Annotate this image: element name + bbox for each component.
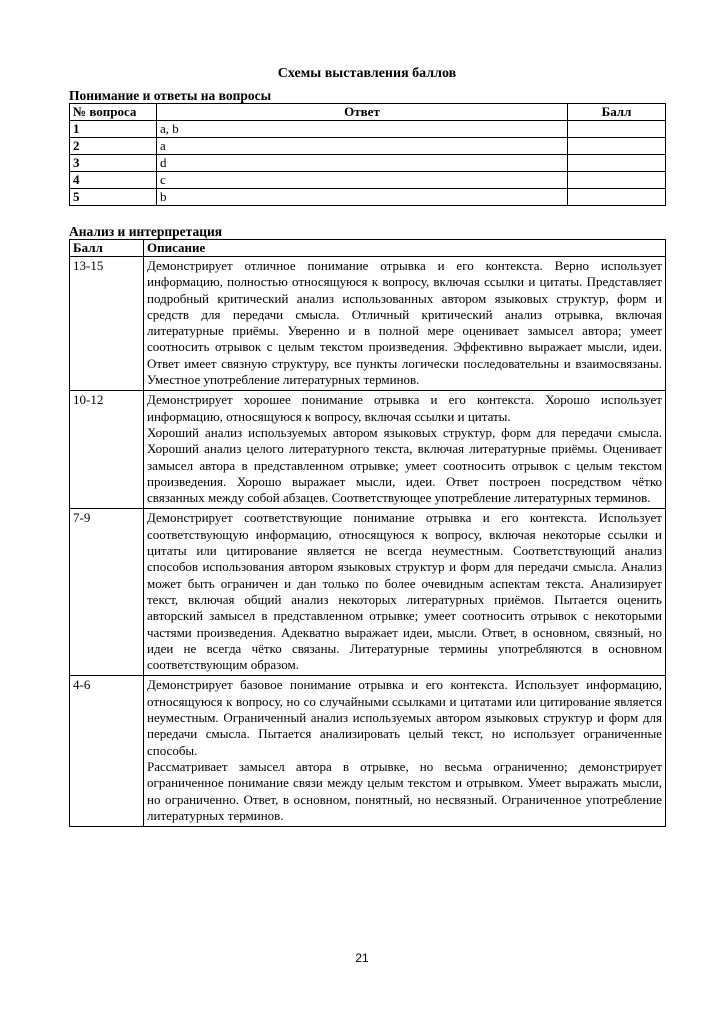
header-score: Балл <box>70 240 144 257</box>
header-description: Описание <box>144 240 666 257</box>
answer-cell: a, b <box>157 121 568 138</box>
score-cell <box>568 155 666 172</box>
header-score: Балл <box>568 104 666 121</box>
description-paragraph: Демонстрирует отличное понимание отрывка и его контекста. Верно использует информацию, полностью относящуюся к вопросу, включая ссылки и цитаты. Представляет подробный критический анализ использованных автором языковых структур, форм и средств для передачи смысла. Отличный критический анализ отрывка, включая литературные приёмы. Уверенно и в полной мере оценивает замысел автора; умеет соотносить отрывок с целым текстом произведения. Эффективно выражает мысли, идеи. Ответ имеет связную структуру, все пункты логически последовательны и взаимосвязаны. Уместное употребление литературных терминов. <box>147 258 662 388</box>
score-range: 10-12 <box>70 391 144 509</box>
answer-cell: d <box>157 155 568 172</box>
table-row <box>70 189 666 206</box>
question-number: 2 <box>70 138 157 155</box>
question-number: 4 <box>70 172 157 189</box>
score-range: 4-6 <box>70 676 144 827</box>
score-cell <box>568 138 666 155</box>
answer-cell: b <box>157 189 568 206</box>
score-range: 13-15 <box>70 257 144 391</box>
score-cell <box>568 172 666 189</box>
score-cell <box>568 189 666 206</box>
description-paragraph: Демонстрирует базовое понимание отрывка и его контекста. Использует информацию, относящуюся к вопросу, но со случайными ссылками и цитатами или цитирование является неуместным. Ограниченный анализ используемых автором языковых структур и форм для передачи смысла. Пытается анализировать целый текст, но использует ограниченные способы. <box>147 677 662 758</box>
section1-title: Понимание и ответы на вопросы <box>69 88 272 103</box>
description-cell <box>144 391 666 509</box>
table-row <box>70 155 666 172</box>
question-number: 1 <box>70 121 157 138</box>
description-cell <box>144 509 666 676</box>
header-answer: Ответ <box>157 104 568 121</box>
table-row <box>70 121 666 138</box>
answer-cell: a <box>157 138 568 155</box>
table-row <box>70 172 666 189</box>
description-cell <box>144 257 666 391</box>
table-row <box>70 138 666 155</box>
table-row <box>70 391 666 509</box>
section2-title: Анализ и интерпретация <box>69 224 223 239</box>
description-paragraph: Рассматривает замысел автора в отрывке, но весьма ограниченно; демонстрирует ограниченное понимание связи между целым текстом и отрывком. Умеет выражать мысли, но ограниченно. Ответ, в основном, понятный, но несвязный. Ограниченное употребление литературных терминов. <box>147 758 662 823</box>
answers-table <box>69 103 666 206</box>
question-number: 3 <box>70 155 157 172</box>
score-cell <box>568 121 666 138</box>
answer-cell: c <box>157 172 568 189</box>
description-paragraph: Хороший анализ используемых автором языковых структур, форм для передачи смысла. Хороший анализ целого литературного текста, включая литературные приёмы. Оценивает замысел автора в представленном отрывке; умеет соотносить отрывок с целым текстом произведения. Хорошо выражает мысли, идеи. Ответ построен посредством чётко связанных между собой абзацев. Соответствующее употребление литературных терминов. <box>147 424 662 506</box>
document-title: Схемы выставления баллов <box>277 66 457 81</box>
table-row <box>70 257 666 391</box>
description-cell <box>144 676 666 827</box>
rubric-table <box>69 239 666 827</box>
description-paragraph: Демонстрирует хорошее понимание отрывка и его контекста. Хорошо использует информацию, относящуюся к вопросу, включая ссылки и цитаты. <box>147 392 662 424</box>
question-number: 5 <box>70 189 157 206</box>
table-row <box>70 676 666 827</box>
score-range: 7-9 <box>70 509 144 676</box>
document-page <box>69 66 665 827</box>
table-row <box>70 509 666 676</box>
answers-table-header <box>70 104 666 121</box>
rubric-table-header <box>70 240 666 257</box>
header-question-number: № вопроса <box>70 104 157 121</box>
page-number: 21 <box>355 951 369 965</box>
description-paragraph: Демонстрирует соответствующие понимание отрывка и его контекста. Использует соответствующую информацию, относящуюся к вопросу, включая некоторые ссылки и цитаты или цитирование является не всегда неуместным. Соответствующий анализ способов использования автором языковых структур и форм для передачи смысла. Анализ может быть ограничен и дан только по более очевидным аспектам текста. Анализирует текст, включая общий анализ некоторых литературных приёмов. Пытается оценить авторский замысел в представленном отрывке; умеет соотносить отрывок с некоторыми частями произведения. Адекватно выражает идеи, мысли. Ответ, в основном, связный, но идеи не всегда чётко связаны. Литературные термины употребляются в основном соответствующим образом. <box>147 510 662 673</box>
